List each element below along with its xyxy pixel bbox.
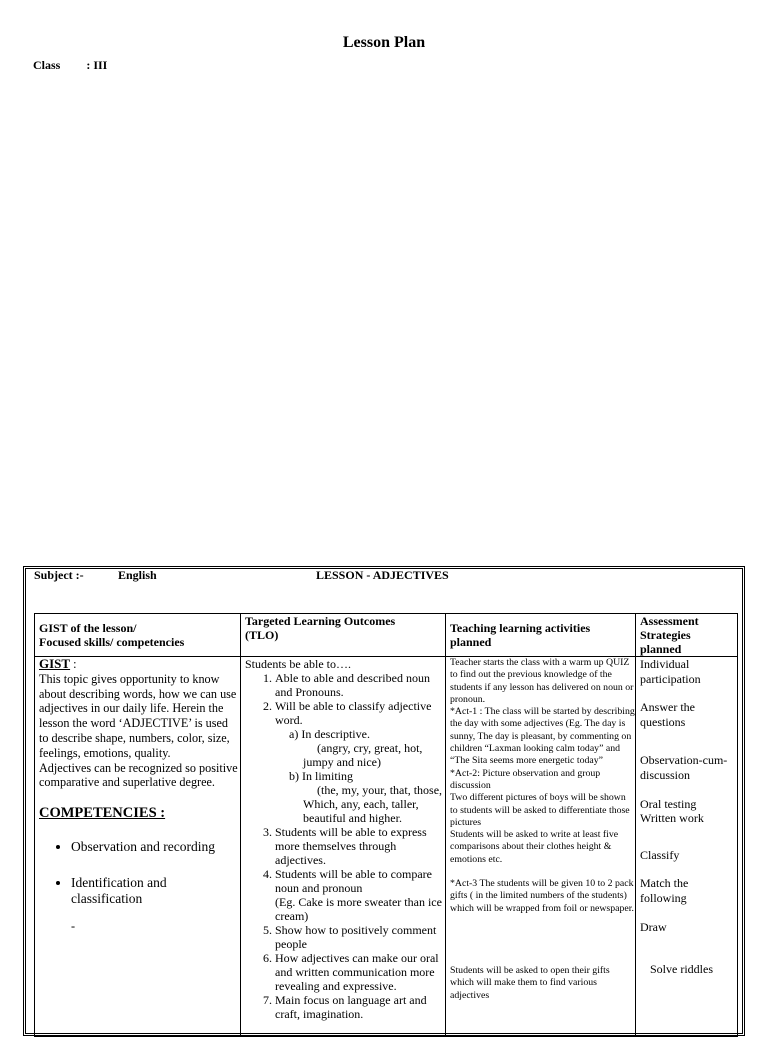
assessment-item: Classify [640,847,680,862]
activity-text: *Act-1 : The class will be started by describing the day with some adjectives (Eg. The day is sunny, The day is pleasant, by commenting on children “Laxman looking calm today” and “The Sita seems more energetic today” [450,706,635,767]
assessment-cell [636,657,738,1037]
page-title: Lesson Plan [342,34,426,51]
header-assessment-line3: planned [640,642,682,656]
tlo-sub-b-detail: (the, my, your, that, those, Which, any, each, taller, beautiful and higher. [303,783,443,825]
subject-row [34,568,449,583]
header-assessment-line1: Assessment [640,614,699,628]
competencies-heading: COMPETENCIES : [39,805,166,822]
list-item: 3. Students will be able to express more themselves through adjectives. [275,825,445,867]
header-gist [35,614,241,657]
subject-value: English [118,568,157,582]
activity-text: *Act-2: Picture observation and group discussion [450,767,601,791]
activity-text: Two different pictures of boys will be shown to students will be asked to differentiate those pictures [450,792,630,828]
tlo-cell [241,657,446,1037]
assessment-item: Written work [640,811,704,826]
list-item [275,867,445,923]
tlo-item-text: Will be able to classify adjective word. [275,699,432,727]
header-tlo-line1: Targeted Learning Outcomes [245,614,396,628]
list-item: 1. Able to able and described noun and Pronouns. [275,671,445,699]
assessment-item: Solve riddles [650,962,713,977]
header-activities-line1: Teaching learning activities [450,621,591,635]
activity-text: *Act-3 The students will be given 10 to 2 pack gifts ( in the limited numbers of the students) which will be wrapped from foil or newspaper. [450,878,634,914]
activity-text: Students will be asked to open their gifts which will make them to find various adjectives [450,964,610,1001]
header-assessment [636,614,738,657]
list-item: 7. Main focus on language art and craft, imagination. [275,993,445,1021]
assessment-item: Oral testing [640,796,697,811]
table-body-row [35,657,738,1037]
assessment-item: Draw [640,919,667,934]
table-header-row [35,614,738,657]
tlo-list [245,671,445,1021]
gist-heading-suffix: : [70,657,77,671]
class-value: : III [86,58,108,72]
list-item [275,699,445,825]
gist-cell [35,657,241,1037]
assessment-item: Answer the questions [640,700,695,729]
header-tlo-line2: (TLO) [245,628,279,642]
competencies-list [39,839,240,907]
lesson-plan-table [34,613,738,1037]
tlo-sub-b: b) In limiting [289,769,353,783]
list-item [289,727,445,769]
tlo-sub-a-detail: (angry, cry, great, hot, jumpy and nice) [303,741,423,769]
header-assessment-line2: Strategies [640,628,691,642]
dash-text: - [71,918,76,933]
assessment-item: Individual participation [640,657,701,686]
list-item: • Identification and classification [71,875,240,907]
list-item: 6. How adjectives can make our oral and written communication more revealing and expressive. [275,951,445,993]
assessment-item: Match the following [640,876,689,905]
lesson-label: LESSON - ADJECTIVES [316,568,449,582]
header-tlo [241,614,446,657]
subject-label: Subject :- [34,568,84,582]
class-label: Class [33,58,61,72]
tlo-sub-a: a) In descriptive. [289,727,370,741]
gist-text: This topic gives opportunity to know about describing words, how we can use adjectives in our daily life. Herein the lesson the word ‘ADJECTIVE’ is used to describe shape, numbers, color, size, feelings, emotions, quality. [39,671,237,760]
header-gist-line1: GIST of the lesson/ [39,621,137,635]
list-item [289,769,445,825]
activity-text: Teacher starts the class with a warm up QUIZ to find out the previous knowledge of the students if any lesson has delivered on noun or pronoun. [450,657,634,705]
gist-heading: GIST [39,656,71,671]
gist-text-2: Adjectives can be recognized so positive comparative and superlative degree. [39,760,238,790]
lesson-plan-frame [23,566,745,1036]
activities-cell [446,657,636,1037]
header-gist-line2: Focused skills/ competencies [39,635,185,649]
list-item: 5. Show how to positively comment people [275,923,445,951]
header-activities-line2: planned [450,635,492,649]
assessment-item: Observation-cum- discussion [640,753,728,782]
header-activities [446,614,636,657]
tlo-sublist [275,727,445,825]
tlo-item-text: Students will be able to compare noun and pronoun [275,867,432,895]
list-item: • Observation and recording [71,839,240,855]
class-line [33,58,107,73]
tlo-intro: Students be able to…. [245,657,351,671]
activity-text: Students will be asked to write at least five comparisons about their clothes height & emotions etc. [450,829,619,865]
tlo-item4-example: (Eg. Cake is more sweater than ice cream) [275,895,442,923]
